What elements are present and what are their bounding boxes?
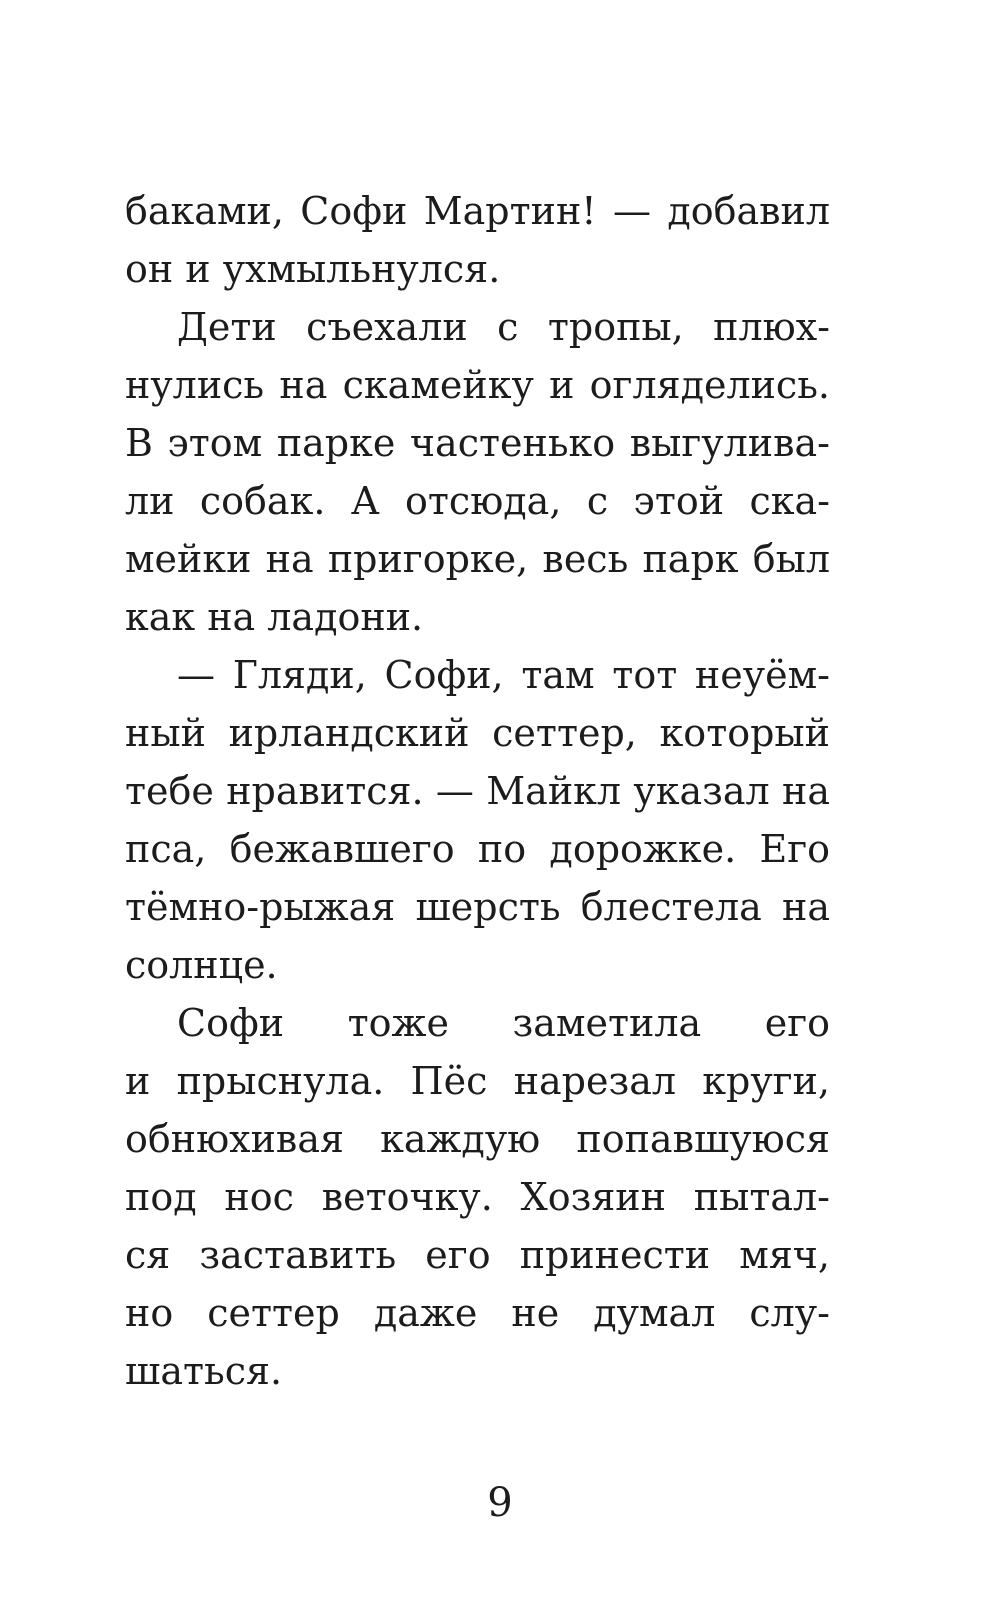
text-line: шаться. [125, 1349, 283, 1393]
text-line: но сеттер даже не думал слу- [125, 1291, 830, 1335]
text-line: нулись на скамейку и огляделись. [125, 363, 830, 407]
text-line: под нос веточку. Хозяин пытал- [125, 1175, 830, 1219]
body-text [125, 182, 830, 1400]
text-line: он и ухмыльнулся. [125, 247, 501, 291]
text-line: тебе нравится. — Майкл указал на [125, 769, 830, 813]
text-line: мейки на пригорке, весь парк был [125, 537, 830, 581]
text-line: пса, бежавшего по дорожке. Его [125, 827, 830, 871]
text-line: ный ирландский сеттер, который [125, 711, 830, 755]
text-line: тёмно-рыжая шерсть блестела на [125, 885, 830, 929]
text-line: и прыснула. Пёс нарезал круги, [125, 1059, 830, 1103]
text-line: обнюхивая каждую попавшуюся [125, 1117, 830, 1161]
text-line: — Гляди, Софи, там тот неуём- [177, 653, 830, 697]
text-line: ли собак. А отсюда, с этой ска- [125, 479, 830, 523]
text-line: В этом парке частенько выгулива- [125, 421, 830, 465]
text-line: Дети съехали с тропы, плюх- [177, 305, 830, 349]
page-number: 9 [487, 1480, 513, 1526]
text-line: Софи тоже заметила его [177, 1001, 830, 1045]
text-line: ся заставить его принести мяч, [125, 1233, 830, 1277]
text-line: солнце. [125, 943, 278, 987]
text-line: баками, Софи Мартин! — добавил [125, 189, 830, 233]
text-line: как на ладони. [125, 595, 424, 639]
